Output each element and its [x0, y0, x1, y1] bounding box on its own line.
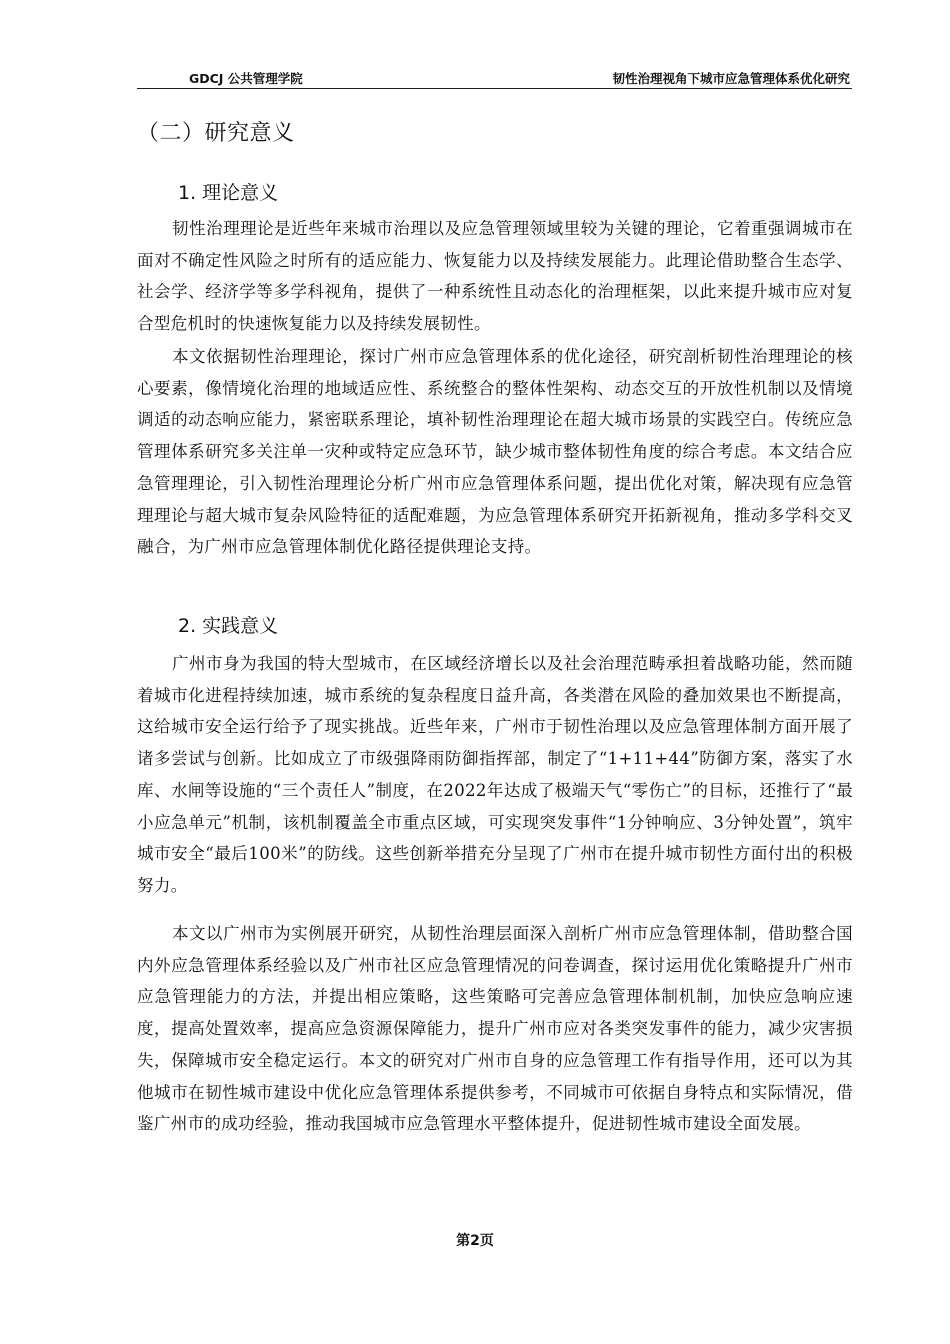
section-heading-research-significance: （二）研究意义: [137, 121, 295, 146]
subheading-practical-significance: 2. 实践意义: [178, 615, 279, 637]
header-institution: GDCJ 公共管理学院: [189, 71, 303, 86]
subheading-theoretical-significance: 1. 理论意义: [178, 182, 279, 204]
paragraph-theory-1: 韧性治理理论是近些年来城市治理以及应急管理领域里较为关键的理论，它着重强调城市在面对不确定性风险之时所有的适应能力、恢复能力以及持续发展能力。此理论借助整合生态学、社会学、经济学等多学科视角，提供了一种系统性且动态化的治理框架，以此来提升城市应对复合型危机时的快速恢复能力以及持续发展韧性。: [137, 219, 853, 334]
page-number: 第2页: [456, 1233, 494, 1249]
paragraph-practice-2: 本文以广州市为实例展开研究，从韧性治理层面深入剖析广州市应急管理体制，借助整合国内外应急管理体系经验以及广州市社区应急管理情况的问卷调查，探讨运用优化策略提升广州市应急管理能力的方法，并提出相应策略，这些策略可完善应急管理体制机制，加快应急响应速度，提高处置效率，提高应急资源保障能力，提升广州市应对各类突发事件的能力，减少灾害损失，保障城市安全稳定运行。本文的研究对广州市自身的应急管理工作有指导作用，还可以为其他城市在韧性城市建设中优化应急管理体系提供参考，不同城市可依据自身特点和实际情况，借鉴广州市的成功经验，推动我国城市应急管理水平整体提升，促进韧性城市建设全面发展。: [137, 924, 853, 1134]
header-thesis-title: 韧性治理视角下城市应急管理体系优化研究: [612, 71, 850, 86]
running-header: [137, 66, 852, 89]
paragraph-theory-2: 本文依据韧性治理理论，探讨广州市应急管理体系的优化途径，研究剖析韧性治理理论的核心要素，像情境化治理的地域适应性、系统整合的整体性架构、动态交互的开放性机制以及情境调适的动态响应能力，紧密联系理论，填补韧性治理理论在超大城市场景的实践空白。传统应急管理体系研究多关注单一灾种或特定应急环节，缺少城市整体韧性角度的综合考虑。本文结合应急管理理论，引入韧性治理理论分析广州市应急管理体系问题，提出优化对策，解决现有应急管理理论与超大城市复杂风险特征的适配难题，为应急管理体系研究开拓新视角，推动多学科交叉融合，为广州市应急管理体制优化路径提供理论支持。: [137, 347, 853, 557]
paragraph-practice-1: 广州市身为我国的特大型城市，在区域经济增长以及社会治理范畴承担着战略功能，然而随着城市化进程持续加速，城市系统的复杂程度日益升高，各类潜在风险的叠加效果也不断提高，这给城市安全运行给予了现实挑战。近些年来，广州市于韧性治理以及应急管理体制方面开展了诸多尝试与创新。比如成立了市级强降雨防御指挥部，制定了“1+11+44”防御方案，落实了水库、水闸等设施的“三个责任人”制度，在2022年达成了极端天气“零伤亡”的目标，还推行了“最小应急单元”机制，该机制覆盖全市重点区域，可实现突发事件“1分钟响应、3分钟处置”，筑牢城市安全“最后100米”的防线。这些创新举措充分呈现了广州市在提升城市韧性方面付出的积极努力。: [137, 654, 853, 895]
